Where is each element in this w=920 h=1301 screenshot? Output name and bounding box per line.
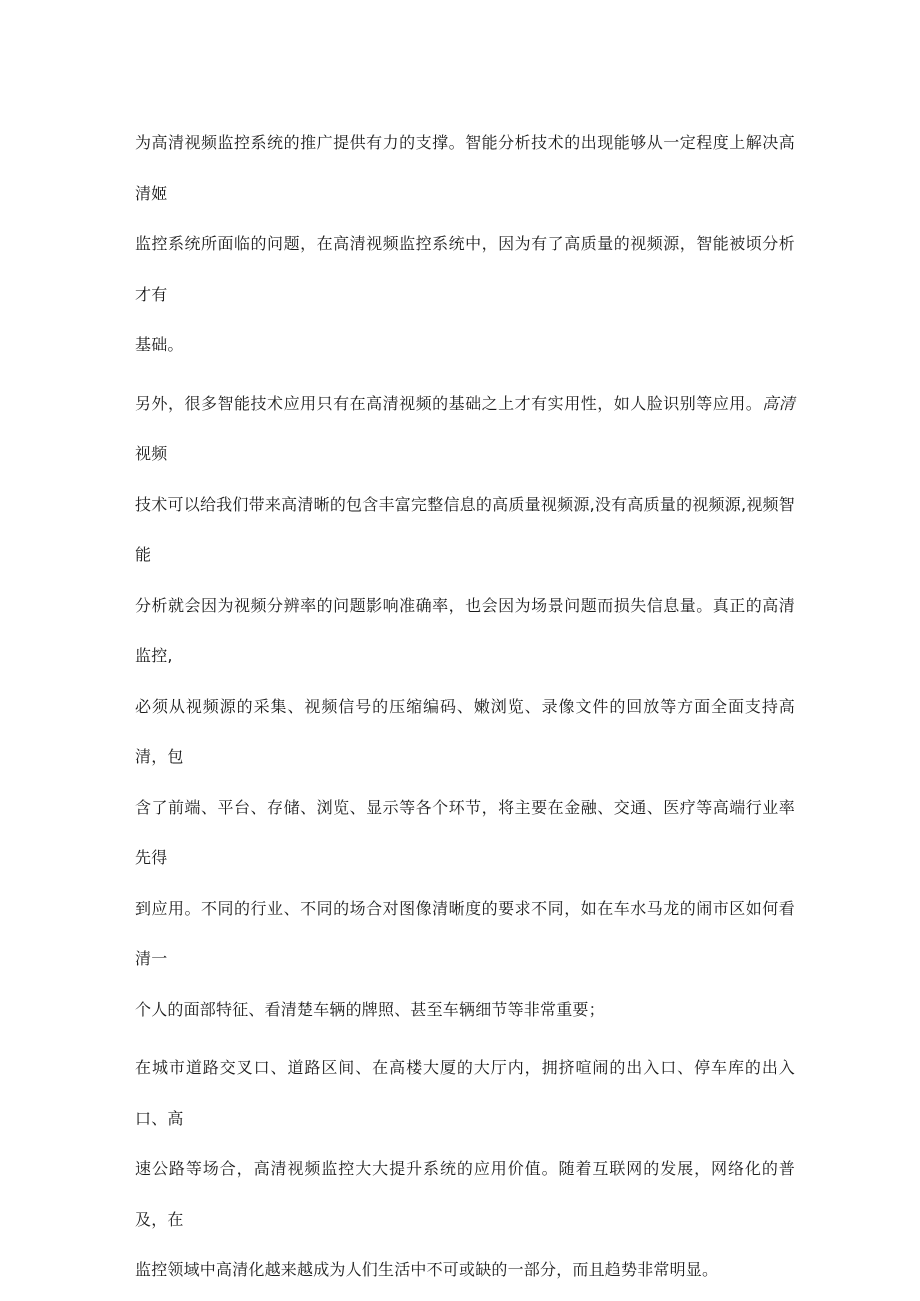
text-line: 在城市道路交叉口、道路区间、在高楼大厦的大厅内，拥挤喧闹的出入口、停车库的出入口、高 — [135, 1058, 795, 1128]
text-line: 个人的面部特征、看清楚车辆的牌照、甚至车辆细节等非常重要； — [135, 999, 605, 1019]
text-line-end: 视频 — [135, 444, 168, 463]
text-line: 监控领域中高清化越来越成为人们生活中不可或缺的一部分，而且趋势非常明显。 — [135, 1260, 719, 1279]
text-line-start: 另外，很多智能技术应用只有在高清视频的基础之上才有实用性，如人脸识别等应用。 — [135, 393, 763, 413]
text-line: 必须从视频源的采集、视频信号的压缩编码、嫩浏览、录像文件的回放等方面全面支持高清，包 — [135, 696, 795, 766]
text-line: 技术可以给我们带来高清晰的包含丰富完整信息的高质量视频源,没有高质量的视频源,视频智能 — [135, 494, 795, 564]
text-line: 含了前端、平台、存储、浏览、显示等各个环节，将主要在金融、交通、医疗等高端行业率先得 — [135, 797, 795, 867]
text-line: 分析就会因为视频分辨率的问题影响准确率，也会因为场景问题而损失信息量。真正的高清监控, — [135, 595, 795, 665]
paragraph-3 — [135, 1043, 795, 1296]
text-line: 到应用。不同的行业、不同的场合对图像清晰度的要求不同，如在车水马龙的闹市区如何看清一 — [135, 898, 795, 968]
text-line: 速公路等场合，高清视频监控大大提升系统的应用价值。随着互联网的发展，网络化的普及，在 — [135, 1159, 795, 1229]
paragraph-1 — [135, 118, 795, 371]
text-line: 监控系统所面临的问题，在高清视频监控系统中，因为有了高质量的视频源，智能被顷分析才有 — [135, 234, 795, 304]
document-body — [135, 118, 795, 1296]
italic-text: 高清 — [762, 393, 795, 413]
text-line: 为高清视频监控系统的推广提供有力的支撑。智能分析技术的出现能够从一定程度上解决高清姬 — [135, 133, 795, 203]
text-line: 基础。 — [135, 335, 184, 354]
paragraph-2 — [135, 379, 795, 1036]
